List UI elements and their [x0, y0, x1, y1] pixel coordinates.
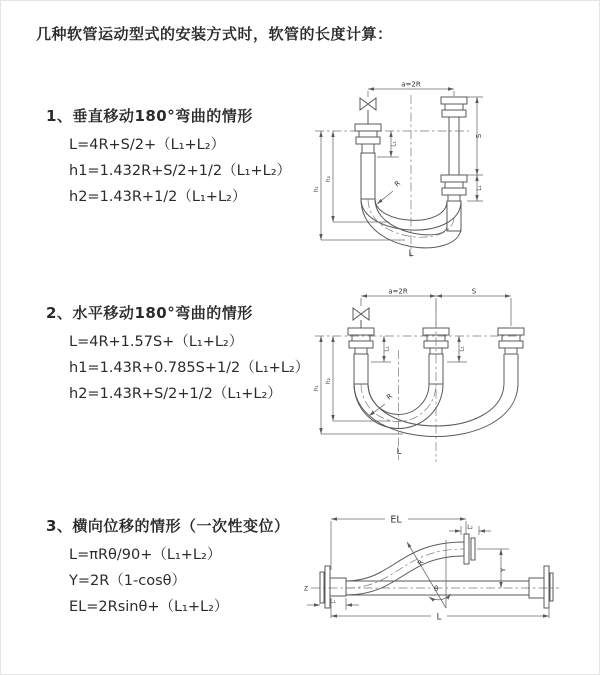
page-title: 几种软管运动型式的安装方式时，软管的长度计算：	[36, 25, 393, 43]
length-L-label: L	[396, 447, 402, 457]
angle-theta-label: θ	[434, 585, 439, 593]
diagram-lateral-displacement	[301, 504, 566, 629]
dim-a2R	[361, 288, 436, 297]
dim-h2-label: h₂	[326, 378, 332, 384]
dim-L1	[307, 598, 359, 610]
dim-L1-mid	[447, 336, 467, 362]
valve-icon	[360, 98, 376, 124]
left-pipe-fitting	[355, 124, 381, 199]
section-3-formulas	[46, 542, 289, 620]
section-3-heading: 3、横向位移的情形（一次性变位）	[46, 517, 290, 535]
formula-L: L=4R+1.57S+（L₁+L₂）	[69, 334, 244, 350]
diagram-vertical-180-bend	[311, 77, 526, 259]
dim-h1-label: h₁	[314, 385, 320, 391]
z-break-mark: Z	[304, 586, 308, 593]
radius-R-label: R	[385, 392, 395, 402]
dim-h2-label: h₂	[326, 176, 332, 182]
dim-L2-label: L₂	[467, 525, 473, 531]
formula-L: L=4R+S/2+（L₁+L₂）	[69, 137, 226, 153]
dim-L1-label: L₁	[459, 346, 466, 352]
radius-R-leader	[369, 392, 394, 416]
section-vertical-bend	[46, 105, 291, 210]
dim-Y	[477, 549, 509, 588]
formula-h1: h1=1.432R+S/2+1/2（L₁+L₂）	[69, 163, 292, 179]
right-pipe-fitting-moved	[498, 328, 524, 384]
left-pipe-fitting	[348, 328, 374, 384]
dim-Y-label: Y	[499, 567, 508, 573]
valve-icon	[353, 308, 369, 328]
dim-a2R-label: a=2R	[388, 287, 408, 296]
dim-L1-label: L₁	[330, 599, 336, 605]
dim-L	[331, 598, 549, 623]
dim-L1-label: L₁	[384, 346, 391, 352]
formula-L: L=πRθ/90+（L₁+L₂）	[69, 547, 222, 563]
upper-flange	[464, 534, 475, 564]
right-pipe-lower-position	[441, 175, 467, 231]
length-L-label: L	[408, 249, 414, 259]
diagram-horizontal-180-bend	[311, 284, 526, 466]
right-pipe-upper-position	[441, 97, 467, 175]
dim-EL-label: EL	[390, 514, 402, 526]
section-2-formulas	[46, 329, 309, 407]
dim-h2	[326, 336, 391, 421]
braided-hose-section	[447, 201, 461, 231]
section-2-heading: 2、水平移动180°弯曲的情形	[46, 304, 253, 322]
braided-hose-section	[361, 153, 375, 199]
length-L-label: L	[436, 612, 442, 623]
dim-L1-left	[371, 336, 391, 362]
formula-Y: Y=2R（1-cosθ）	[69, 573, 187, 589]
radius-R-leader	[377, 179, 402, 204]
dim-L2	[449, 525, 491, 535]
section-horizontal-bend	[46, 302, 309, 407]
radius-R-label: R	[416, 558, 426, 568]
dim-S-label: S	[475, 133, 483, 139]
section-lateral-displacement	[46, 515, 289, 620]
formula-EL: EL=2Rsinθ+（L₁+L₂）	[69, 599, 229, 615]
formula-h2: h2=1.43R+1/2（L₁+L₂）	[69, 189, 247, 205]
dim-L1-label: L₁	[477, 185, 483, 191]
dim-a2R-label: a=2R	[401, 80, 421, 89]
dim-h1-label: h₁	[314, 186, 320, 192]
dim-S	[467, 97, 483, 175]
braided-hose-section	[354, 354, 368, 384]
radius-R-label: R	[393, 179, 403, 189]
formula-h2: h2=1.43R+S/2+1/2（L₁+L₂）	[69, 386, 282, 402]
dim-S	[436, 288, 511, 297]
dim-L1-label: L₁	[391, 141, 398, 147]
dim-h2	[326, 131, 389, 222]
right-flange	[529, 566, 553, 608]
dim-L1-right	[467, 175, 483, 201]
dim-S-label: S	[471, 287, 477, 296]
section-1-formulas	[46, 132, 291, 210]
formula-h1: h1=1.43R+0.785S+1/2（L₁+L₂）	[69, 360, 310, 376]
section-1-heading: 1、垂直移动180°弯曲的情形	[46, 107, 253, 125]
dim-a2R	[368, 81, 454, 98]
